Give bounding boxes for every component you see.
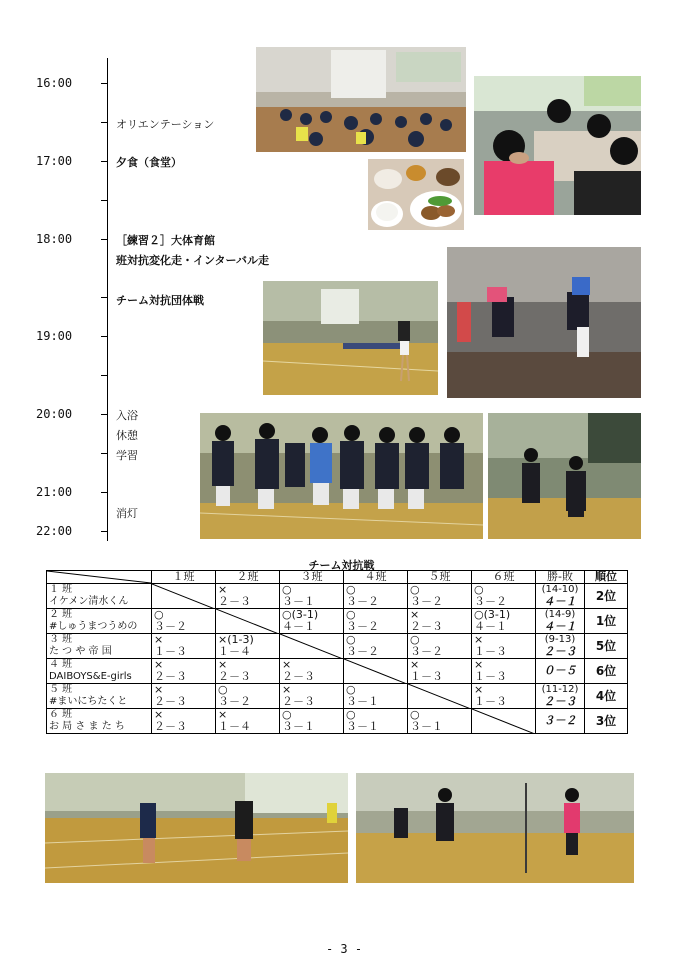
match-mark: ○ [346,633,356,646]
team-name: #しゅうまつうめの [49,621,138,632]
match-mark: × [218,658,228,671]
time-19: 19:00 [36,329,73,343]
match-result-cell [216,659,280,684]
match-result-cell [280,609,344,634]
match-mark: × [154,683,164,696]
match-result-cell [408,709,472,734]
table-row [47,659,628,684]
diagonal-cell [152,584,216,609]
gym-running-photo [263,281,438,395]
match-mark: × [474,683,484,696]
table-row [47,709,628,734]
match-mark: × [154,658,164,671]
match-result-cell [152,709,216,734]
diagonal-line [472,709,535,734]
match-mark: × [410,658,420,671]
header-rank: 順位 [585,571,628,584]
match-score: ３－１ [282,720,315,733]
table-row [47,684,628,709]
tick [101,375,108,376]
match-score: １－４ [218,720,251,733]
match-mark: ○ [474,583,484,596]
match-mark: ○ [282,708,292,721]
header-team4: ４班 [344,571,408,584]
time-21: 21:00 [36,485,73,499]
diagonal-line [408,684,471,709]
match-mark: ○ [346,608,356,621]
tick [101,453,108,454]
match-mark: ○(3-1) [282,608,319,621]
match-score: １－３ [474,695,507,708]
match-result-cell [408,584,472,609]
win-loss-record: ０－５ [543,664,577,677]
results-table [46,570,628,734]
tick [101,122,108,123]
match-score: ３－２ [346,595,379,608]
match-mark: ○ [346,708,356,721]
match-result-cell [280,584,344,609]
match-score: ４－１ [474,620,507,633]
match-result-cell [344,584,408,609]
match-result-cell [280,684,344,709]
match-mark: ○ [410,708,420,721]
tick [101,200,108,201]
header-team6: ６班 [472,571,536,584]
team-name: お 局 さ ま た ち [49,721,125,732]
match-result-cell [280,709,344,734]
time-17: 17:00 [36,154,73,168]
match-result-cell [280,659,344,684]
time-16: 16:00 [36,76,73,90]
match-mark: × [218,583,228,596]
match-mark: ○ [282,583,292,596]
table-row [47,609,628,634]
win-loss-cell [536,634,585,659]
match-result-cell [152,659,216,684]
match-score: ２－３ [282,670,315,683]
tick [101,531,108,532]
match-score: ３－２ [154,620,187,633]
match-result-cell [344,634,408,659]
match-score: ２－３ [410,620,443,633]
match-mark: × [282,683,292,696]
match-mark: × [282,658,292,671]
match-score: ３－２ [410,595,443,608]
event-study: 学習 [116,449,138,462]
team-name-cell [47,584,152,609]
diagonal-cell [472,709,536,734]
match-mark: × [154,708,164,721]
match-result-cell [152,684,216,709]
win-loss-record: ４－１ [543,620,577,633]
rank-cell: 3位 [585,709,628,734]
diagonal-cell [280,634,344,659]
set-score: (9-13) [544,634,576,645]
match-result-cell [344,709,408,734]
match-score: ３－２ [410,645,443,658]
rank-cell: 4位 [585,684,628,709]
team-name: #まいにちたくと [49,696,128,707]
match-mark: ○ [410,583,420,596]
diagonal-cell [344,659,408,684]
set-score: (14-10) [541,584,579,595]
win-loss-cell [536,684,585,709]
tick [101,297,108,298]
match-score: １－３ [154,645,187,658]
relay-photo [447,247,641,398]
tick [101,336,108,337]
match-result-cell [408,659,472,684]
match-result-cell [344,684,408,709]
match-pair-photo [488,413,641,539]
team-name-cell [47,684,152,709]
diagonal-line [216,609,279,634]
match-result-cell [152,634,216,659]
event-team-match: チーム対抗団体戦 [116,294,204,307]
diagonal-line [152,584,215,609]
win-loss-record: ２－３ [543,695,577,708]
match-mark: × [474,633,484,646]
match-score: ３－１ [282,595,315,608]
header-win-loss: 勝-敗 [536,571,585,584]
match-mark: × [410,608,420,621]
event-bath: 入浴 [116,409,138,422]
court-left-photo [45,773,348,883]
header-team5: ５班 [408,571,472,584]
match-score: １－３ [474,645,507,658]
time-20: 20:00 [36,407,73,421]
match-score: ２－３ [154,695,187,708]
team-number: ２ 班 [49,609,73,620]
match-score: ３－２ [474,595,507,608]
match-result-cell [472,659,536,684]
match-mark: × [154,633,164,646]
diagonal-line [280,634,343,659]
team-number: ３ 班 [49,634,73,645]
match-score: ２－３ [154,720,187,733]
match-result-cell [216,634,280,659]
match-score: ３－２ [346,645,379,658]
match-result-cell [216,584,280,609]
team-name: DAIBOYS&E-girls [49,671,132,682]
team-name: た つ や 帝 国 [49,646,112,657]
win-loss-cell [536,584,585,609]
tick [101,492,108,493]
page-number: - 3 - [325,942,363,956]
time-22: 22:00 [36,524,73,538]
match-score: ２－３ [282,695,315,708]
match-result-cell [216,709,280,734]
win-loss-cell [536,709,585,734]
match-score: ４－１ [282,620,315,633]
team-name-cell [47,609,152,634]
match-score: ２－３ [218,670,251,683]
tick [101,83,108,84]
match-result-cell [408,634,472,659]
match-mark: ○ [410,633,420,646]
court-right-photo [356,773,634,883]
team-name-cell [47,634,152,659]
event-orientation: オリエンテーション [116,118,215,131]
win-loss-record: ３－２ [543,714,577,727]
tick [101,414,108,415]
meal-photo [368,159,464,230]
win-loss-cell [536,659,585,684]
team-number: ６ 班 [49,709,73,720]
match-score: １－４ [218,645,251,658]
diagonal-line [344,659,407,684]
time-18: 18:00 [36,232,73,246]
set-score: (11-12) [541,684,579,695]
tick [101,161,108,162]
rank-cell: 2位 [585,584,628,609]
match-mark: ×(1-3) [218,633,254,646]
match-result-cell [152,609,216,634]
match-score: ２－３ [218,595,251,608]
rank-cell: 6位 [585,659,628,684]
header-corner [47,571,152,584]
match-result-cell [472,634,536,659]
orientation-photo [256,47,466,152]
team-number: １ 班 [49,584,73,595]
tick [101,239,108,240]
match-score: ３－１ [410,720,443,733]
team-name-cell [47,709,152,734]
match-result-cell [472,584,536,609]
match-mark: ○ [346,583,356,596]
match-result-cell [216,684,280,709]
header-team1: １班 [152,571,216,584]
win-loss-cell [536,609,585,634]
match-mark: ○ [218,683,228,696]
event-running: 班対抗変化走・インターバル走 [116,254,270,267]
match-result-cell [472,609,536,634]
match-mark: ○ [346,683,356,696]
match-score: １－３ [474,670,507,683]
match-mark: × [474,658,484,671]
match-score: ３－１ [346,720,379,733]
timeline-axis [107,58,108,541]
rank-cell: 5位 [585,634,628,659]
match-score: ３－２ [218,695,251,708]
match-result-cell [408,609,472,634]
event-dinner: 夕食（食堂） [116,156,182,169]
match-score: １－３ [410,670,443,683]
win-loss-record: ４－１ [543,595,577,608]
team-number: ５ 班 [49,684,73,695]
match-result-cell [472,684,536,709]
lineup-photo [200,413,483,539]
rank-cell: 1位 [585,609,628,634]
match-score: ２－３ [154,670,187,683]
match-mark: ○ [154,608,164,621]
win-loss-record: ２－３ [543,645,577,658]
results-header-row [47,571,628,584]
table-row [47,634,628,659]
match-mark: × [218,708,228,721]
header-team3: ３班 [280,571,344,584]
event-lights-out: 消灯 [116,507,138,520]
team-name-cell [47,659,152,684]
event-rest: 休憩 [116,429,138,442]
match-result-cell [344,609,408,634]
team-number: ４ 班 [49,659,73,670]
match-mark: ○(3-1) [474,608,511,621]
diagonal-cell [216,609,280,634]
table-row [47,584,628,609]
team-name: イケメン清水くん [49,596,129,607]
diagonal-cell [408,684,472,709]
match-score: ３－１ [346,695,379,708]
set-score: (14-9) [544,609,576,620]
match-score: ３－２ [346,620,379,633]
header-team2: ２班 [216,571,280,584]
dining-photo [474,76,641,215]
event-practice2: ［練習２］大体育館 [116,234,215,247]
results-title: チーム対抗戦 [308,559,375,572]
